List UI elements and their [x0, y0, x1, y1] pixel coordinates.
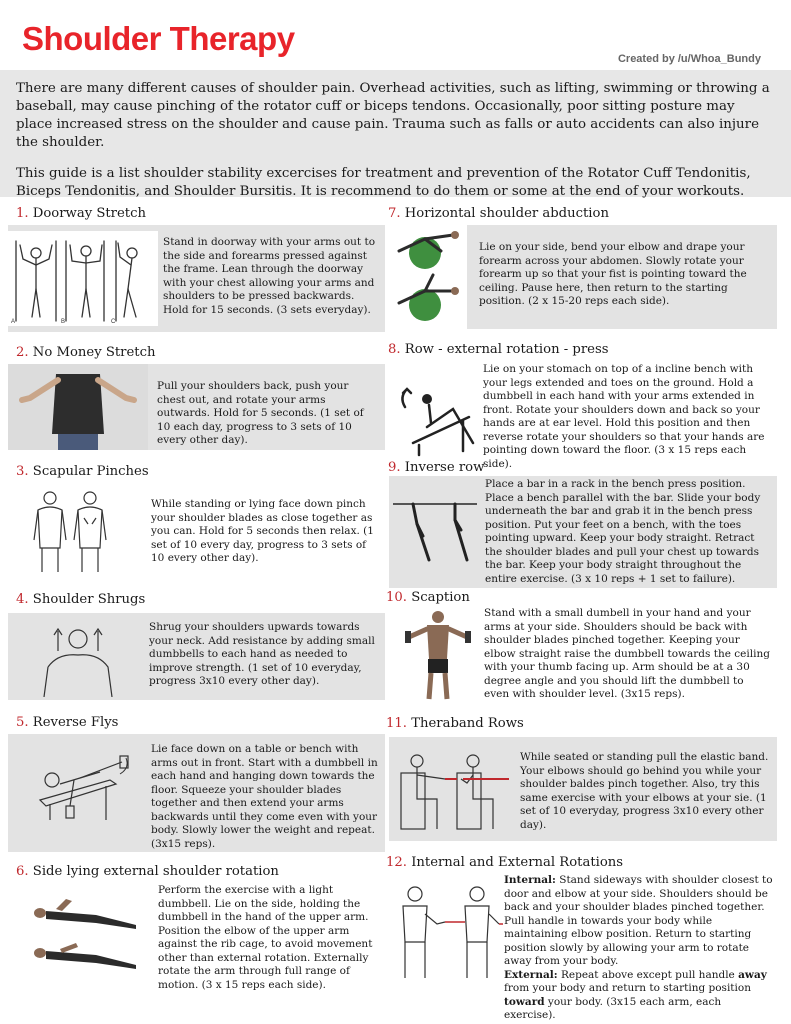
exercise-7-number: 7. — [388, 206, 401, 221]
exercise-2-number: 2. — [16, 345, 29, 360]
exercise-5-number: 5. — [16, 715, 29, 730]
exercise-7-panel — [389, 225, 777, 329]
intro-paragraph-1: There are many different causes of shoulder pain. Overhead activities, such as lifting, swimming or throwing a baseball, may cause pinching of the rotator cuff or biceps tendons. Occasionally, poor sitting posture may place increased stress on the shoulder and cause pain. Trauma such as falls or auto accidents can also injure the shoulder. — [16, 81, 770, 150]
side-lying-rotation-illustration — [26, 895, 146, 975]
exercise-7-title: Horizontal shoulder abduction — [404, 206, 609, 221]
no-money-stretch-illustration — [8, 364, 148, 450]
exercise-11-title: Theraband Rows — [411, 716, 524, 731]
exercise-4-title: Shoulder Shrugs — [32, 592, 146, 607]
doorway-stretch-illustration — [8, 231, 158, 326]
exercise-1-description: Stand in doorway with your arms out to the side and forearms pressed against the frame. Lean through the doorway with your chest allowing your arms and shoulders to be pressed backwards. Hold for 15 seconds. (3 sets everyday). — [163, 236, 376, 316]
exercise-7-description: Lie on your side, bend your elbow and drape your forearm across your abdomen. Slowly rotate your forearm up so that your fist is pointing toward the ceiling. Pause here, then return to the starting position. (2 x 15-20 reps each side). — [479, 241, 747, 307]
exercise-9-number: 9. — [388, 460, 401, 475]
exercise-1-heading — [16, 206, 146, 221]
exercise-6-number: 6. — [16, 864, 29, 879]
reverse-flys-illustration — [30, 740, 140, 828]
exercise-12-panel — [389, 872, 777, 1021]
exercise-3-heading — [16, 464, 149, 479]
inverse-row-illustration — [389, 490, 481, 570]
exercise-1-panel — [8, 225, 385, 332]
exercise-9-heading — [388, 460, 484, 475]
exercise-6-panel — [8, 881, 385, 991]
exercise-10-number: 10. — [386, 590, 407, 605]
exercise-5-heading — [16, 715, 118, 730]
exercise-4-panel — [8, 613, 385, 700]
exercise-3-description: While standing or lying face down pinch your shoulder blades as close together as you can. Hold for 5 seconds then relax. (1 set of 10 every day, progress to 3 sets of 10 every other day). — [151, 498, 374, 564]
exercise-3-panel — [8, 484, 385, 580]
exercise-6-description: Perform the exercise with a light dumbbell. Lie on the side, holding the dumbbell in the hand of the upper arm. Position the elbow of the upper arm against the rib cage, to avoid movement other than external rotation. Externally rotate the arm through full range of motion. (3 x 15 reps each side). — [158, 884, 373, 991]
external-away: away — [738, 968, 767, 981]
exercise-8-heading — [388, 342, 609, 357]
exercise-5-title: Reverse Flys — [32, 715, 119, 730]
exercise-8-title: Row - external rotation - press — [404, 342, 609, 357]
exercise-12-number: 12. — [386, 855, 407, 870]
scapular-pinches-illustration — [30, 488, 110, 576]
exercise-4-description: Shrug your shoulders upwards towards your neck. Add resistance by adding small dumbbells to each hand as needed to improve strength. (1 set of 10 everyday, progress 3x10 every other day). — [149, 621, 375, 687]
exercise-2-title: No Money Stretch — [32, 345, 156, 360]
credit-text: Created by /u/Whoa_Bundy — [617, 53, 761, 65]
row-rotation-press-illustration — [393, 367, 479, 457]
exercise-12-description — [504, 874, 774, 1023]
fig-label-c: C — [111, 319, 116, 325]
exercise-4-heading — [16, 592, 145, 607]
intro-panel — [0, 70, 791, 197]
exercise-12-title: Internal and External Rotations — [411, 855, 624, 870]
exercise-10-title: Scaption — [411, 590, 470, 605]
exercise-9-description: Place a bar in a rack in the bench press position. Place a bench parallel with the bar. Slide your body underneath the bar and grab it in the bench press position. Put your feet on a bench, with the toes pointing upward. Keep your body straight. Retract the shoulder blades and pull your chest up towards the bar. Keep your body straight throughout the entire exercise. (3 x 10 reps + 1 set to failure). — [485, 478, 761, 585]
external-toward: toward — [504, 995, 545, 1008]
page-title: Shoulder Therapy — [22, 20, 295, 57]
internal-external-rotations-illustration — [393, 882, 503, 982]
exercise-2-heading — [16, 345, 155, 360]
internal-label: Internal: — [504, 874, 556, 886]
exercise-9-panel — [389, 476, 777, 588]
shoulder-shrugs-illustration — [28, 617, 128, 697]
exercise-5-description: Lie face down on a table or bench with arms out in front. Start with a dumbbell in each hand and hanging down towards the floor. Squeeze your shoulder blades together and then extend your arms backwards until they come even with your body. Slowly lower the weight and repeat. (3x15 reps). — [151, 743, 378, 850]
external-text-2: from your body and return to starting position — [504, 982, 751, 994]
fig-label-b: B — [61, 319, 66, 325]
exercise-2-panel — [8, 364, 385, 450]
exercise-5-panel — [8, 734, 385, 852]
exercise-11-description: While seated or standing pull the elastic band. Your elbows should go behind you while your shoulder baldes pinch together. Also, try this same exercise with your elbows at your sie. (1 set of 10 everyday, progress 3x10 every other day). — [520, 751, 769, 831]
exercise-11-heading — [386, 716, 524, 731]
exercise-8-description: Lie on your stomach on top of a incline bench with your legs extended and toes on the ground. Hold a dumbbell in each hand with your arms extended in front. Rotate your shoulders down and back so your hands are at ear level. Hold this position and then reverse rotate your shoulders so that your hands are pointing down toward the floor. (3 x 15 reps each side). — [483, 363, 765, 470]
horizontal-abduction-illustration — [389, 225, 467, 329]
exercise-12-heading — [386, 855, 623, 870]
exercise-4-number: 4. — [16, 592, 29, 607]
theraband-rows-illustration — [397, 743, 511, 835]
exercise-7-heading — [388, 206, 609, 221]
exercise-6-title: Side lying external shoulder rotation — [32, 864, 279, 879]
exercise-9-title: Inverse row — [404, 460, 485, 475]
exercise-8-number: 8. — [388, 342, 401, 357]
exercise-11-number: 11. — [386, 716, 407, 731]
exercise-11-panel — [389, 737, 777, 841]
exercise-2-description: Pull your shoulders back, push your chest out, and rotate your arms outwards. Hold for 5 seconds. (1 set of 10 each day, progress to 3 sets of 10 every other day). — [157, 380, 364, 446]
exercise-1-number: 1. — [16, 206, 29, 221]
external-text-1: Repeat above except pull handle — [557, 968, 739, 981]
exercise-3-number: 3. — [16, 464, 29, 479]
exercise-10-description: Stand with a small dumbell in your hand and your arms at your side. Shoulders should be back with shoulder blades pinched together. Keeping your elbow straight raise the dumbbell towards the ceiling with your thumb facing up. Arm should be at a 30 degree angle and you should lift the dumbbell to even with shoulder level. (3x15 reps). — [484, 607, 770, 700]
scaption-illustration — [403, 607, 473, 703]
internal-text: Stand sideways with shoulder closest to door and elbow at your side. Shoulders should be back and your shoulder blades pinched together. Pull handle in towards your body while maintaining elbow position. Return to starting position slowly by allowing your arm to rotate away from your body. — [504, 874, 773, 967]
intro-paragraph-2: This guide is a list shoulder stability excercises for treatment and prevention of the Rotator Cuff Tendonitis, Biceps Tendonitis, and Shoulder Bursitis. It is recommend to do them or some at the end of your workouts. — [16, 166, 751, 199]
exercise-6-heading — [16, 864, 279, 879]
external-label: External: — [504, 968, 558, 981]
fig-label-a: A — [11, 319, 16, 325]
external-text-3: your body. (3x15 each arm, each exercise). — [504, 995, 722, 1021]
exercise-1-title: Doorway Stretch — [32, 206, 146, 221]
exercise-10-heading — [386, 590, 470, 605]
exercise-3-title: Scapular Pinches — [32, 464, 149, 479]
exercise-10-panel — [389, 605, 777, 706]
